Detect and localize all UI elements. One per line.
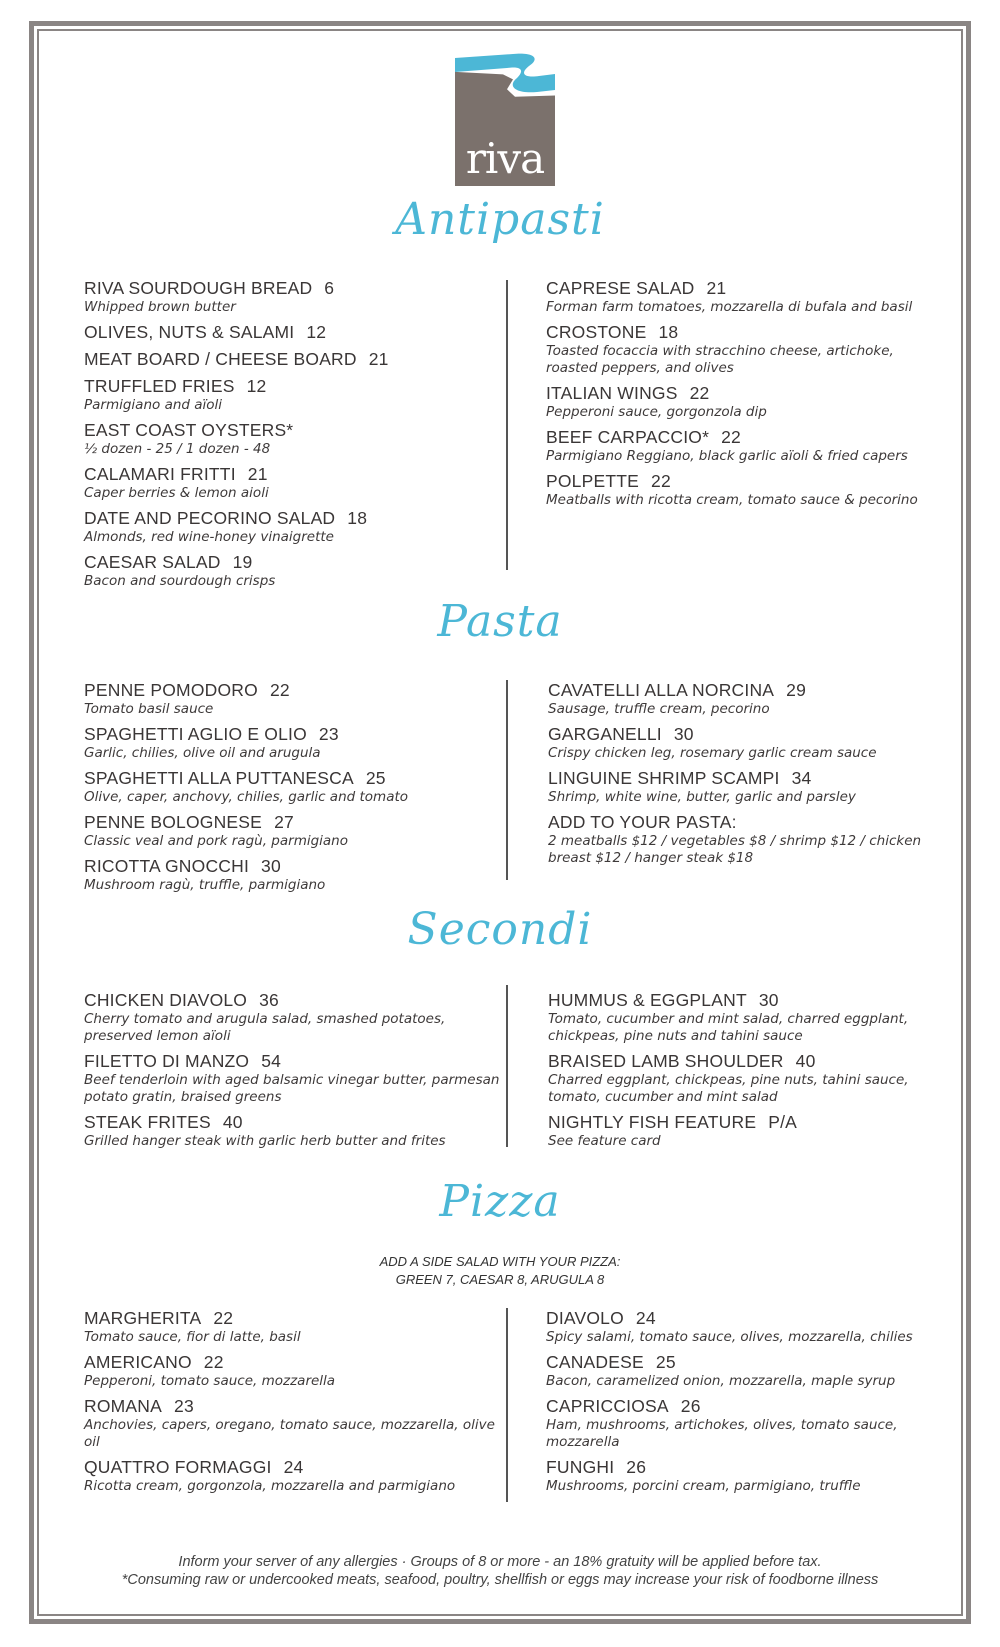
- menu-item-name: [546, 278, 946, 299]
- menu-item: [84, 724, 504, 762]
- item-price: 27: [274, 812, 294, 832]
- item-description: Pepperoni sauce, gorgonzola dip: [546, 404, 767, 420]
- menu-item-name: [548, 1112, 948, 1133]
- item-description: Cherry tomato and arugula salad, smashed potatoes, preserved lemon aïoli: [84, 1011, 446, 1044]
- section-title-antipasti: Antipasti: [395, 194, 605, 245]
- item-price: 29: [786, 680, 807, 700]
- item-title: DATE AND PECORINO SALAD: [84, 508, 336, 528]
- pizza-side-salad-prices: GREEN 7, CAESAR 8, ARUGULA 8: [395, 1272, 605, 1287]
- item-description: Tomato basil sauce: [84, 701, 214, 717]
- item-description: 2 meatballs $12 / vegetables $8 / shrimp $12 / chicken breast $12 / hanger steak $18: [548, 833, 922, 866]
- item-title: CROSTONE: [546, 322, 647, 342]
- item-price: 24: [283, 1457, 304, 1477]
- menu-item-name: [84, 1457, 504, 1478]
- column-divider: [506, 280, 508, 570]
- item-title: FILETTO DI MANZO: [84, 1051, 250, 1071]
- item-description: Ham, mushrooms, artichokes, olives, tomato sauce, mozzarella: [546, 1417, 898, 1450]
- item-description: Meatballs with ricotta cream, tomato sauce & pecorino: [546, 492, 918, 508]
- menu-item-name: [84, 1051, 504, 1072]
- menu-item-name: [548, 812, 948, 833]
- item-price: 23: [318, 724, 339, 744]
- menu-item: [84, 812, 504, 850]
- item-title: CALAMARI FRITTI: [84, 464, 236, 484]
- item-price: 18: [347, 508, 368, 528]
- item-description: Anchovies, capers, oregano, tomato sauce, mozzarella, olive oil: [84, 1417, 495, 1450]
- item-description: Ricotta cream, gorgonzola, mozzarella and parmigiano: [84, 1478, 456, 1494]
- item-title: RIVA SOURDOUGH BREAD: [84, 278, 313, 298]
- menu-item-name: [84, 1396, 504, 1417]
- menu-item-name: [84, 349, 504, 370]
- item-description: Whipped brown butter: [84, 299, 236, 315]
- menu-item-name: [548, 990, 948, 1011]
- item-title: QUATTRO FORMAGGI: [84, 1457, 272, 1477]
- menu-item: [546, 1308, 946, 1346]
- raw-food-warning: *Consuming raw or undercooked meats, seafood, poultry, shellfish or eggs may increase your risk of foodborne illness: [121, 1572, 879, 1588]
- menu-item: [84, 856, 504, 894]
- item-description: Parmigiano Reggiano, black garlic aïoli & fried capers: [546, 448, 908, 464]
- item-price: 22: [269, 680, 290, 700]
- item-title: CAVATELLI ALLA NORCINA: [548, 680, 775, 700]
- item-price: 22: [651, 471, 671, 491]
- column-divider: [506, 680, 508, 880]
- menu-item-name: [84, 322, 504, 343]
- menu-item: [546, 278, 946, 316]
- menu-item: [84, 1396, 504, 1451]
- item-description: Mushrooms, porcini cream, parmigiano, truffle: [546, 1478, 861, 1494]
- menu-item: [548, 768, 948, 806]
- item-price: 40: [795, 1051, 816, 1071]
- item-description: Tomato sauce, fior di latte, basil: [84, 1329, 301, 1345]
- menu-item-name: [548, 724, 948, 745]
- item-description: Bacon, caramelized onion, mozzarella, maple syrup: [546, 1373, 896, 1389]
- menu-item: [546, 1352, 946, 1390]
- item-title: DIAVOLO: [546, 1308, 624, 1328]
- menu-item-name: [84, 508, 504, 529]
- menu-item: [84, 1352, 504, 1390]
- menu-item: [84, 376, 504, 414]
- menu-item: [548, 1051, 948, 1106]
- item-price: 22: [721, 427, 741, 447]
- menu-item: [84, 1112, 504, 1150]
- secondi-right-column: [548, 990, 948, 1156]
- item-title: EAST COAST OYSTERS*: [84, 420, 294, 440]
- section-title-secondi: Secondi: [407, 904, 593, 955]
- menu-item-name: [84, 768, 504, 789]
- menu-item-name: [546, 427, 946, 448]
- item-price: 26: [626, 1457, 647, 1477]
- item-description: Bacon and sourdough crisps: [84, 573, 276, 589]
- menu-item-name: [84, 464, 504, 485]
- menu-item-name: [546, 471, 946, 492]
- item-description: Forman farm tomatoes, mozzarella di bufala and basil: [546, 299, 913, 315]
- menu-item-name: [84, 376, 504, 397]
- menu-item: [548, 812, 948, 867]
- pizza-right-column: [546, 1308, 946, 1501]
- item-description: Toasted focaccia with stracchino cheese, artichoke, roasted peppers, and olives: [546, 343, 894, 376]
- item-price: 25: [365, 768, 386, 788]
- menu-item: [546, 322, 946, 377]
- menu-item-name: [84, 1112, 504, 1133]
- item-description: Parmigiano and aïoli: [84, 397, 223, 413]
- section-title-pasta: Pasta: [437, 596, 563, 647]
- item-description: Charred eggplant, chickpeas, pine nuts, tahini sauce, tomato, cucumber and mint salad: [548, 1072, 909, 1105]
- item-price: 25: [655, 1352, 676, 1372]
- menu-item-name: [546, 1308, 946, 1329]
- item-description: Olive, caper, anchovy, chilies, garlic and tomato: [84, 789, 409, 805]
- item-description: Shrimp, white wine, butter, garlic and parsley: [548, 789, 856, 805]
- item-description: Grilled hanger steak with garlic herb butter and frites: [84, 1133, 446, 1149]
- secondi-left-column: [84, 990, 504, 1156]
- item-title: NIGHTLY FISH FEATURE: [548, 1112, 757, 1132]
- menu-item: [84, 990, 504, 1045]
- menu-item-name: [548, 680, 948, 701]
- menu-item-name: [546, 1396, 946, 1417]
- item-title: STEAK FRITES: [84, 1112, 211, 1132]
- pasta-right-column: [548, 680, 948, 873]
- item-price: 6: [324, 278, 335, 298]
- menu-item-name: [84, 1352, 504, 1373]
- menu-item-name: [546, 322, 946, 343]
- item-price: 24: [635, 1308, 656, 1328]
- menu-item: [84, 1457, 504, 1495]
- antipasti-right-column: [546, 278, 946, 515]
- item-description: Spicy salami, tomato sauce, olives, mozzarella, chilies: [546, 1329, 913, 1345]
- pasta-left-column: [84, 680, 504, 900]
- menu-item: [84, 768, 504, 806]
- menu-item-name: [546, 383, 946, 404]
- item-title: POLPETTE: [546, 471, 640, 491]
- menu-item: [546, 471, 946, 509]
- menu-item: [84, 420, 504, 458]
- item-title: TRUFFLED FRIES: [84, 376, 235, 396]
- item-price: P/A: [768, 1112, 798, 1132]
- item-title: CAPRESE SALAD: [546, 278, 695, 298]
- menu-item-name: [546, 1457, 946, 1478]
- item-title: CANADESE: [546, 1352, 644, 1372]
- item-price: 40: [222, 1112, 243, 1132]
- item-title: SPAGHETTI ALLA PUTTANESCA: [84, 768, 354, 788]
- item-price: 21: [706, 278, 727, 298]
- menu-item: [84, 680, 504, 718]
- menu-item: [84, 322, 504, 343]
- item-title: SPAGHETTI AGLIO E OLIO: [84, 724, 307, 744]
- menu-item-name: [84, 990, 504, 1011]
- item-title: CHICKEN DIAVOLO: [84, 990, 248, 1010]
- menu-item: [546, 1457, 946, 1495]
- item-description: Garlic, chilies, olive oil and arugula: [84, 745, 321, 761]
- menu-item-name: [548, 1051, 948, 1072]
- menu-item-name: [84, 680, 504, 701]
- menu-item-name: [84, 420, 504, 441]
- item-price: 34: [791, 768, 812, 788]
- item-price: 21: [247, 464, 268, 484]
- item-price: 22: [213, 1308, 234, 1328]
- item-title: HUMMUS & EGGPLANT: [548, 990, 747, 1010]
- item-description: Crispy chicken leg, rosemary garlic cream sauce: [548, 745, 877, 761]
- item-price: 19: [232, 552, 253, 572]
- item-price: 26: [680, 1396, 701, 1416]
- item-description: Beef tenderloin with aged balsamic vinegar butter, parmesan potato gratin, braised greens: [84, 1072, 500, 1105]
- item-description: Almonds, red wine-honey vinaigrette: [84, 529, 334, 545]
- menu-item: [548, 680, 948, 718]
- item-price: 12: [246, 376, 267, 396]
- item-title: RICOTTA GNOCCHI: [84, 856, 250, 876]
- item-title: MARGHERITA: [84, 1308, 202, 1328]
- item-title: AMERICANO: [84, 1352, 192, 1372]
- item-price: 12: [306, 322, 327, 342]
- item-title: BEEF CARPACCIO*: [546, 427, 710, 447]
- item-title: CAESAR SALAD: [84, 552, 221, 572]
- item-title: ITALIAN WINGS: [546, 383, 678, 403]
- antipasti-left-column: [84, 278, 504, 596]
- item-title: FUNGHI: [546, 1457, 615, 1477]
- menu-item: [548, 1112, 948, 1150]
- item-price: 30: [673, 724, 694, 744]
- item-title: BRAISED LAMB SHOULDER: [548, 1051, 784, 1071]
- item-title: GARGANELLI: [548, 724, 662, 744]
- logo-text: riva: [465, 134, 545, 183]
- menu-item: [546, 383, 946, 421]
- item-title: PENNE BOLOGNESE: [84, 812, 263, 832]
- menu-item-name: [546, 1352, 946, 1373]
- item-price: 21: [368, 349, 389, 369]
- column-divider: [506, 1308, 508, 1502]
- menu-item-name: [84, 812, 504, 833]
- item-title: MEAT BOARD / CHEESE BOARD: [84, 349, 357, 369]
- item-title: ADD TO YOUR PASTA:: [548, 812, 737, 832]
- menu-item: [546, 1396, 946, 1451]
- menu-item: [84, 552, 504, 590]
- item-description: Pepperoni, tomato sauce, mozzarella: [84, 1373, 336, 1389]
- section-title-pizza: Pizza: [439, 1176, 561, 1227]
- item-description: ½ dozen - 25 / 1 dozen - 48: [84, 441, 271, 457]
- menu-item: [548, 724, 948, 762]
- item-price: 18: [658, 322, 679, 342]
- menu-item: [84, 1051, 504, 1106]
- item-price: 36: [259, 990, 279, 1010]
- item-price: 30: [261, 856, 281, 876]
- pizza-side-salad-note: ADD A SIDE SALAD WITH YOUR PIZZA:: [379, 1254, 621, 1269]
- menu-item-name: [84, 856, 504, 877]
- menu-item-name: [84, 1308, 504, 1329]
- item-description: Caper berries & lemon aioli: [84, 485, 269, 501]
- item-price: 54: [261, 1051, 282, 1071]
- item-price: 22: [203, 1352, 224, 1372]
- item-title: OLIVES, NUTS & SALAMI: [84, 322, 295, 342]
- item-price: 30: [758, 990, 779, 1010]
- item-description: See feature card: [548, 1133, 661, 1149]
- menu-item: [84, 1308, 504, 1346]
- allergy-gratuity-note: Inform your server of any allergies · Groups of 8 or more - an 18% gratuity will be applied before tax.: [178, 1554, 822, 1570]
- item-description: Classic veal and pork ragù, parmigiano: [84, 833, 349, 849]
- item-price: 23: [174, 1396, 194, 1416]
- item-title: CAPRICCIOSA: [546, 1396, 669, 1416]
- menu-item: [84, 464, 504, 502]
- item-description: Mushroom ragù, truffle, parmigiano: [84, 877, 326, 893]
- menu-item: [84, 278, 504, 316]
- item-title: ROMANA: [84, 1396, 163, 1416]
- menu-item: [84, 349, 504, 370]
- menu-item: [546, 427, 946, 465]
- menu-item-name: [84, 552, 504, 573]
- menu-item: [84, 508, 504, 546]
- riva-logo: [455, 52, 555, 186]
- item-title: LINGUINE SHRIMP SCAMPI: [548, 768, 780, 788]
- menu-item-name: [84, 278, 504, 299]
- pizza-left-column: [84, 1308, 504, 1501]
- column-divider: [506, 985, 508, 1147]
- item-title: PENNE POMODORO: [84, 680, 258, 700]
- item-description: Tomato, cucumber and mint salad, charred eggplant, chickpeas, pine nuts and tahini sauce: [548, 1011, 909, 1044]
- item-price: 22: [689, 383, 710, 403]
- menu-item: [548, 990, 948, 1045]
- menu-item-name: [548, 768, 948, 789]
- menu-item-name: [84, 724, 504, 745]
- item-description: Sausage, truffle cream, pecorino: [548, 701, 770, 717]
